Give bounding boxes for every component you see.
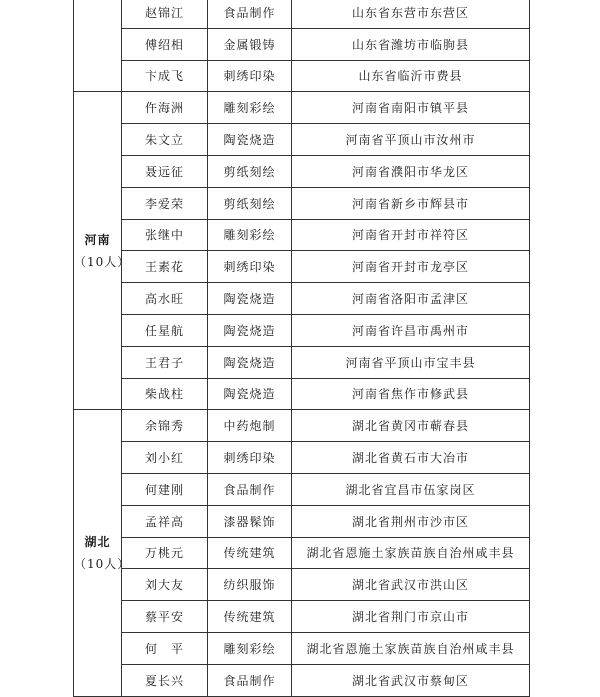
location-cell: 河南省平顶山市汝州市 — [292, 124, 530, 156]
table-row — [74, 632, 530, 664]
name-cell: 孟祥高 — [122, 505, 208, 537]
name-cell: 刘大友 — [122, 569, 208, 601]
name-cell: 朱文立 — [122, 124, 208, 156]
table-row — [74, 251, 530, 283]
location-cell: 山东省临沂市费县 — [292, 60, 530, 92]
craft-cell: 传统建筑 — [208, 537, 292, 569]
location-cell: 河南省洛阳市孟津区 — [292, 283, 530, 315]
table-row — [74, 346, 530, 378]
location-cell: 湖北省武汉市蔡甸区 — [292, 664, 530, 696]
craft-cell: 刺绣印染 — [208, 442, 292, 474]
location-cell: 河南省焦作市修武县 — [292, 378, 530, 410]
craft-cell: 刺绣印染 — [208, 251, 292, 283]
province-name: 河南 — [84, 232, 111, 247]
name-cell: 蔡平安 — [122, 601, 208, 633]
name-cell: 任星航 — [122, 314, 208, 346]
location-cell: 河南省平顶山市宝丰县 — [292, 346, 530, 378]
craft-cell: 食品制作 — [208, 664, 292, 696]
location-cell: 湖北省恩施土家族苗族自治州咸丰县 — [292, 632, 530, 664]
table-row — [74, 187, 530, 219]
table-row — [74, 473, 530, 505]
name-cell: 夏长兴 — [122, 664, 208, 696]
table-row — [74, 28, 530, 60]
location-cell: 湖北省黄冈市蕲春县 — [292, 410, 530, 442]
table-row — [74, 92, 530, 124]
craft-cell: 纺织服饰 — [208, 569, 292, 601]
name-cell: 何建刚 — [122, 473, 208, 505]
name-cell: 赵锦江 — [122, 0, 208, 28]
name-cell: 王素花 — [122, 251, 208, 283]
name-cell: 李爱荣 — [122, 187, 208, 219]
location-cell: 湖北省武汉市洪山区 — [292, 569, 530, 601]
location-cell: 山东省东营市东营区 — [292, 0, 530, 28]
table-row — [74, 0, 530, 28]
table-row — [74, 219, 530, 251]
craft-cell: 剪纸刻绘 — [208, 155, 292, 187]
province-cell — [74, 92, 131, 410]
name-cell: 傅绍相 — [122, 28, 208, 60]
location-cell: 河南省濮阳市华龙区 — [292, 155, 530, 187]
location-cell: 河南省许昌市禹州市 — [292, 314, 530, 346]
name-cell: 柴战柱 — [122, 378, 208, 410]
craft-cell: 金属锻铸 — [208, 28, 292, 60]
craft-cell: 剪纸刻绘 — [208, 187, 292, 219]
table-row — [74, 537, 530, 569]
table-row — [74, 155, 530, 187]
location-cell: 河南省开封市龙亭区 — [292, 251, 530, 283]
name-cell: 仵海洲 — [122, 92, 208, 124]
table-row — [74, 410, 530, 442]
table-row — [74, 283, 530, 315]
craft-cell: 陶瓷烧造 — [208, 346, 292, 378]
name-cell: 聂远征 — [122, 155, 208, 187]
table-row — [74, 442, 530, 474]
craft-cell: 陶瓷烧造 — [208, 124, 292, 156]
province-name: 湖北 — [84, 534, 111, 549]
craft-cell: 食品制作 — [208, 473, 292, 505]
location-cell: 山东省潍坊市临朐县 — [292, 28, 530, 60]
craft-cell: 陶瓷烧造 — [208, 378, 292, 410]
province-count: （10人） — [74, 254, 131, 269]
location-cell: 河南省开封市祥符区 — [292, 219, 530, 251]
craft-cell: 雕刻彩绘 — [208, 219, 292, 251]
craft-cell: 雕刻彩绘 — [208, 632, 292, 664]
craft-cell: 食品制作 — [208, 0, 292, 28]
name-cell: 何 平 — [122, 632, 208, 664]
craft-cell: 刺绣印染 — [208, 60, 292, 92]
province-count: （10人） — [74, 556, 131, 571]
province-cell — [74, 0, 122, 92]
table-row — [74, 124, 530, 156]
name-cell: 余锦秀 — [122, 410, 208, 442]
craftsmen-table-body — [74, 0, 530, 696]
craft-cell: 雕刻彩绘 — [208, 92, 292, 124]
location-cell: 河南省南阳市镇平县 — [292, 92, 530, 124]
location-cell: 湖北省荆州市沙市区 — [292, 505, 530, 537]
craft-cell: 中药炮制 — [208, 410, 292, 442]
table-row — [74, 601, 530, 633]
table-row — [74, 569, 530, 601]
craft-cell: 陶瓷烧造 — [208, 283, 292, 315]
craft-cell: 陶瓷烧造 — [208, 314, 292, 346]
province-cell — [74, 410, 131, 696]
name-cell: 卞成飞 — [122, 60, 208, 92]
location-cell: 河南省新乡市辉县市 — [292, 187, 530, 219]
name-cell: 张继中 — [122, 219, 208, 251]
table-row — [74, 314, 530, 346]
table-row — [74, 505, 530, 537]
name-cell: 万桃元 — [122, 537, 208, 569]
name-cell: 王君子 — [122, 346, 208, 378]
location-cell: 湖北省宜昌市伍家岗区 — [292, 473, 530, 505]
table-row — [74, 60, 530, 92]
craft-cell: 漆器髹饰 — [208, 505, 292, 537]
location-cell: 湖北省荆门市京山市 — [292, 601, 530, 633]
location-cell: 湖北省黄石市大冶市 — [292, 442, 530, 474]
location-cell: 湖北省恩施土家族苗族自治州咸丰县 — [292, 537, 530, 569]
craft-cell: 传统建筑 — [208, 601, 292, 633]
craftsmen-table — [73, 0, 530, 697]
name-cell: 高水旺 — [122, 283, 208, 315]
table-row — [74, 378, 530, 410]
name-cell: 刘小红 — [122, 442, 208, 474]
table-row — [74, 664, 530, 696]
